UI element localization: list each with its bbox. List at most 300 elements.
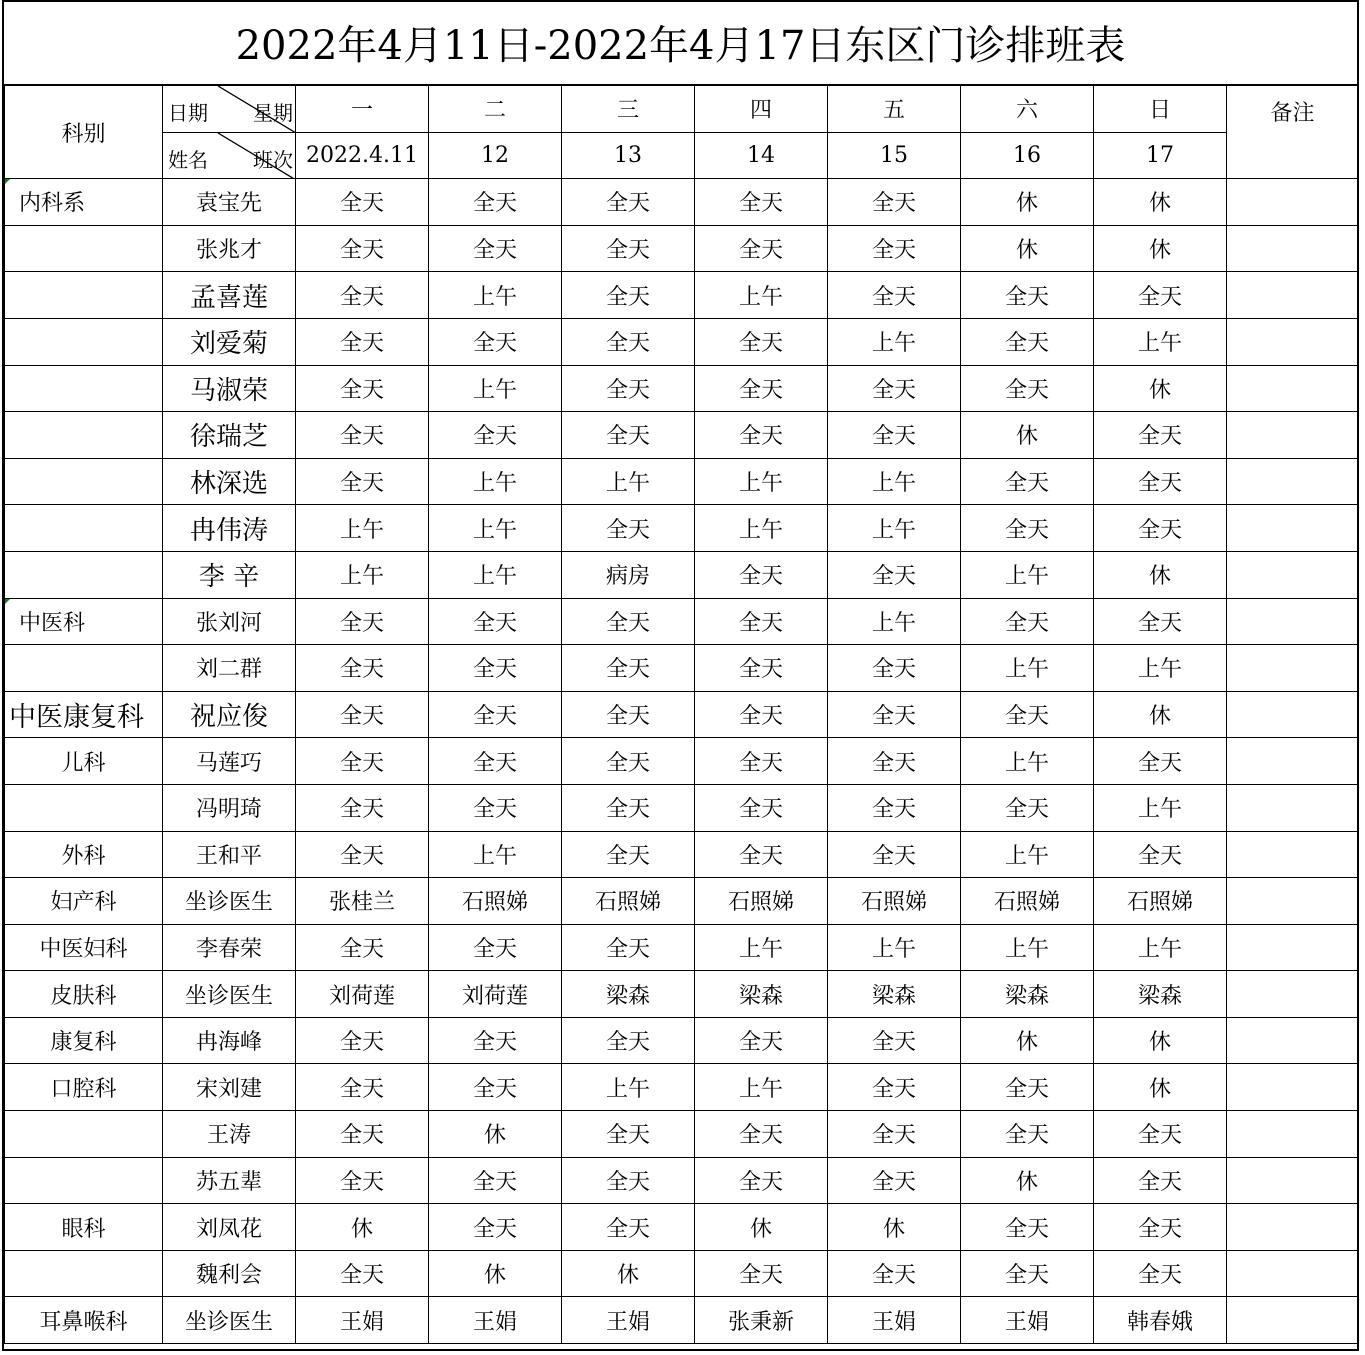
dept-cell	[5, 505, 163, 552]
date-header: 2022.4.11	[296, 132, 429, 179]
shift-cell: 梁森	[562, 971, 695, 1018]
shift-cell: 全天	[429, 1017, 562, 1064]
dept-cell	[5, 738, 163, 785]
table-row	[5, 1111, 1359, 1158]
corner-top	[163, 86, 296, 133]
doctor-name-cell: 马淑荣	[163, 365, 296, 412]
shift-cell: 全天	[828, 1017, 961, 1064]
shift-cell: 上午	[695, 1064, 828, 1111]
shift-cell: 全天	[828, 831, 961, 878]
doctor-name-cell: 林深选	[163, 458, 296, 505]
shift-cell: 全天	[695, 784, 828, 831]
weekday-header: 三	[562, 86, 695, 133]
shift-cell: 全天	[1094, 458, 1227, 505]
table-row	[5, 412, 1359, 459]
dept-cell	[5, 924, 163, 971]
shift-cell: 梁森	[828, 971, 961, 1018]
table-row	[5, 179, 1359, 226]
remarks-cell	[1227, 318, 1359, 365]
remarks-cell	[1227, 971, 1359, 1018]
remarks-cell	[1227, 1204, 1359, 1251]
shift-cell: 全天	[828, 1064, 961, 1111]
shift-cell: 休	[961, 179, 1094, 226]
corner-date-label: 日期	[168, 101, 208, 125]
weekday-header: 五	[828, 86, 961, 133]
doctor-name-cell: 李春荣	[163, 924, 296, 971]
shift-cell: 全天	[961, 598, 1094, 645]
shift-cell: 休	[1094, 551, 1227, 598]
shift-cell: 王娟	[828, 1297, 961, 1344]
dept-cell	[5, 691, 163, 738]
shift-cell: 全天	[961, 691, 1094, 738]
dept-label: 外科	[61, 843, 106, 869]
remarks-cell	[1227, 458, 1359, 505]
dept-label: 皮肤科	[50, 983, 117, 1009]
remarks-cell	[1227, 1157, 1359, 1204]
table-row	[5, 1297, 1359, 1344]
shift-cell: 上午	[429, 365, 562, 412]
shift-cell: 全天	[695, 318, 828, 365]
shift-cell: 全天	[562, 225, 695, 272]
shift-cell: 全天	[695, 598, 828, 645]
doctor-name-cell: 坐诊医生	[163, 1297, 296, 1344]
shift-cell: 全天	[429, 1064, 562, 1111]
corner-weekday-label: 星期	[253, 101, 293, 125]
shift-cell: 全天	[296, 784, 429, 831]
dept-cell	[5, 179, 163, 226]
shift-cell: 石照娣	[562, 878, 695, 925]
shift-cell: 梁森	[1094, 971, 1227, 1018]
shift-cell: 全天	[296, 272, 429, 319]
weekday-header: 六	[961, 86, 1094, 133]
table-row	[5, 645, 1359, 692]
remarks-cell	[1227, 272, 1359, 319]
doctor-name-cell: 李 辛	[163, 551, 296, 598]
shift-cell: 全天	[828, 645, 961, 692]
shift-cell: 上午	[1094, 924, 1227, 971]
shift-cell: 全天	[296, 225, 429, 272]
shift-cell: 全天	[1094, 505, 1227, 552]
shift-cell: 全天	[695, 691, 828, 738]
dept-cell	[5, 645, 163, 692]
schedule-body	[5, 179, 1359, 1344]
remarks-cell	[1227, 598, 1359, 645]
shift-cell: 全天	[961, 505, 1094, 552]
shift-cell: 全天	[429, 691, 562, 738]
weekday-header: 一	[296, 86, 429, 133]
dept-label: 中医妇科	[39, 936, 128, 962]
shift-cell: 上午	[961, 738, 1094, 785]
shift-cell: 全天	[1094, 1157, 1227, 1204]
remarks-header: 备注	[1227, 86, 1359, 179]
remarks-cell	[1227, 1250, 1359, 1297]
weekday-header: 二	[429, 86, 562, 133]
shift-cell: 上午	[828, 505, 961, 552]
shift-cell: 全天	[695, 645, 828, 692]
dept-cell	[5, 598, 163, 645]
shift-cell: 全天	[296, 645, 429, 692]
shift-cell: 全天	[296, 1017, 429, 1064]
shift-cell: 全天	[429, 412, 562, 459]
table-row	[5, 1064, 1359, 1111]
dept-cell	[5, 1250, 163, 1297]
doctor-name-cell: 刘二群	[163, 645, 296, 692]
dept-label: 口腔科	[50, 1076, 117, 1102]
shift-cell: 上午	[961, 551, 1094, 598]
shift-cell: 上午	[828, 318, 961, 365]
table-row	[5, 551, 1359, 598]
shift-cell: 全天	[562, 179, 695, 226]
shift-cell: 休	[1094, 1017, 1227, 1064]
shift-cell: 全天	[828, 1250, 961, 1297]
date-header: 12	[429, 132, 562, 179]
dept-cell	[5, 1111, 163, 1158]
dept-label: 中医科	[19, 610, 86, 636]
doctor-name-cell: 宋刘建	[163, 1064, 296, 1111]
shift-cell: 全天	[1094, 1204, 1227, 1251]
shift-cell: 上午	[429, 551, 562, 598]
shift-cell: 上午	[562, 458, 695, 505]
table-row	[5, 318, 1359, 365]
shift-cell: 全天	[961, 365, 1094, 412]
shift-cell: 张桂兰	[296, 878, 429, 925]
shift-cell: 全天	[695, 738, 828, 785]
remarks-cell	[1227, 645, 1359, 692]
dept-cell	[5, 878, 163, 925]
remarks-cell	[1227, 784, 1359, 831]
shift-cell: 休	[1094, 225, 1227, 272]
remarks-cell	[1227, 691, 1359, 738]
table-row	[5, 971, 1359, 1018]
table-row	[5, 458, 1359, 505]
header-row-dates	[5, 132, 1359, 179]
shift-cell: 上午	[695, 458, 828, 505]
table-row	[5, 1017, 1359, 1064]
shift-cell: 全天	[296, 318, 429, 365]
shift-cell: 全天	[828, 1157, 961, 1204]
shift-cell: 王娟	[961, 1297, 1094, 1344]
shift-cell: 全天	[1094, 831, 1227, 878]
shift-cell: 全天	[562, 645, 695, 692]
shift-cell: 全天	[961, 784, 1094, 831]
shift-cell: 全天	[961, 318, 1094, 365]
shift-cell: 全天	[828, 179, 961, 226]
shift-cell: 上午	[961, 831, 1094, 878]
shift-cell: 全天	[562, 318, 695, 365]
shift-cell: 上午	[961, 645, 1094, 692]
doctor-name-cell: 孟喜莲	[163, 272, 296, 319]
shift-cell: 休	[1094, 365, 1227, 412]
doctor-name-cell: 苏五辈	[163, 1157, 296, 1204]
shift-cell: 上午	[1094, 318, 1227, 365]
shift-cell: 全天	[296, 1064, 429, 1111]
shift-cell: 全天	[695, 179, 828, 226]
shift-cell: 全天	[828, 225, 961, 272]
weekday-header: 四	[695, 86, 828, 133]
shift-cell: 全天	[828, 272, 961, 319]
shift-cell: 全天	[828, 365, 961, 412]
shift-cell: 全天	[695, 1250, 828, 1297]
dept-cell	[5, 365, 163, 412]
shift-cell: 全天	[429, 318, 562, 365]
doctor-name-cell: 坐诊医生	[163, 878, 296, 925]
shift-cell: 全天	[1094, 1250, 1227, 1297]
shift-cell: 上午	[961, 924, 1094, 971]
remarks-cell	[1227, 1297, 1359, 1344]
doctor-name-cell: 冉海峰	[163, 1017, 296, 1064]
remarks-cell	[1227, 412, 1359, 459]
dept-cell	[5, 1017, 163, 1064]
shift-cell: 全天	[296, 179, 429, 226]
doctor-name-cell: 坐诊医生	[163, 971, 296, 1018]
shift-cell: 全天	[429, 738, 562, 785]
table-row	[5, 598, 1359, 645]
shift-cell: 全天	[562, 691, 695, 738]
shift-cell: 全天	[562, 784, 695, 831]
shift-cell: 全天	[562, 365, 695, 412]
shift-cell: 上午	[1094, 784, 1227, 831]
shift-cell: 上午	[429, 831, 562, 878]
table-row	[5, 878, 1359, 925]
dept-label: 康复科	[50, 1030, 117, 1056]
dept-cell	[5, 1064, 163, 1111]
shift-cell: 全天	[695, 1017, 828, 1064]
remarks-cell	[1227, 738, 1359, 785]
doctor-name-cell: 刘凤花	[163, 1204, 296, 1251]
dept-label: 耳鼻喉科	[39, 1309, 128, 1335]
date-header: 15	[828, 132, 961, 179]
shift-cell: 全天	[695, 551, 828, 598]
remarks-cell	[1227, 924, 1359, 971]
shift-cell: 上午	[429, 272, 562, 319]
doctor-name-cell: 袁宝先	[163, 179, 296, 226]
shift-cell: 石照娣	[961, 878, 1094, 925]
doctor-name-cell: 刘爱菊	[163, 318, 296, 365]
doctor-name-cell: 张刘河	[163, 598, 296, 645]
shift-cell: 全天	[562, 412, 695, 459]
table-row	[5, 924, 1359, 971]
shift-cell: 全天	[429, 784, 562, 831]
shift-cell: 全天	[429, 1157, 562, 1204]
corner-shift-label: 班次	[253, 147, 293, 172]
shift-cell: 全天	[296, 1157, 429, 1204]
shift-cell: 上午	[828, 458, 961, 505]
dept-cell	[5, 1204, 163, 1251]
dept-label: 内科系	[19, 191, 86, 217]
shift-cell: 全天	[562, 831, 695, 878]
shift-cell: 上午	[296, 551, 429, 598]
shift-cell: 上午	[296, 505, 429, 552]
shift-cell: 全天	[828, 691, 961, 738]
shift-cell: 全天	[1094, 598, 1227, 645]
cell-note-marker	[5, 179, 10, 184]
shift-cell: 全天	[562, 1111, 695, 1158]
shift-cell: 全天	[429, 645, 562, 692]
shift-cell: 全天	[296, 924, 429, 971]
shift-cell: 全天	[296, 598, 429, 645]
shift-cell: 全天	[429, 179, 562, 226]
shift-cell: 全天	[695, 831, 828, 878]
dept-label: 儿科	[61, 750, 106, 776]
shift-cell: 全天	[961, 458, 1094, 505]
shift-cell: 全天	[429, 1204, 562, 1251]
shift-cell: 全天	[961, 272, 1094, 319]
shift-cell: 休	[1094, 1064, 1227, 1111]
shift-cell: 全天	[961, 1204, 1094, 1251]
remarks-cell	[1227, 1111, 1359, 1158]
weekday-header: 日	[1094, 86, 1227, 133]
dept-cell	[5, 458, 163, 505]
shift-cell: 全天	[562, 598, 695, 645]
table-row	[5, 365, 1359, 412]
shift-cell: 全天	[562, 738, 695, 785]
shift-cell: 韩春娥	[1094, 1297, 1227, 1344]
shift-cell: 全天	[296, 412, 429, 459]
dept-cell	[5, 318, 163, 365]
shift-cell: 全天	[695, 225, 828, 272]
date-header: 16	[961, 132, 1094, 179]
shift-cell: 石照娣	[828, 878, 961, 925]
shift-cell: 全天	[695, 365, 828, 412]
doctor-name-cell: 王和平	[163, 831, 296, 878]
shift-cell: 休	[961, 1017, 1094, 1064]
remarks-cell	[1227, 831, 1359, 878]
shift-cell: 休	[429, 1250, 562, 1297]
remarks-cell	[1227, 878, 1359, 925]
header-row-weekdays	[5, 86, 1359, 133]
page-title: 2022年4月11日-2022年4月17日东区门诊排班表	[2, 0, 1359, 86]
shift-cell: 梁森	[695, 971, 828, 1018]
date-header: 17	[1094, 132, 1227, 179]
cell-note-marker	[5, 599, 10, 604]
remarks-cell	[1227, 1017, 1359, 1064]
shift-cell: 王娟	[296, 1297, 429, 1344]
shift-cell: 石照娣	[695, 878, 828, 925]
shift-cell: 全天	[562, 1017, 695, 1064]
remarks-cell	[1227, 551, 1359, 598]
shift-cell: 休	[961, 225, 1094, 272]
schedule-table	[4, 85, 1359, 1344]
shift-cell: 上午	[828, 924, 961, 971]
shift-cell: 梁森	[961, 971, 1094, 1018]
remarks-cell	[1227, 179, 1359, 226]
shift-cell: 全天	[695, 412, 828, 459]
shift-cell: 石照娣	[1094, 878, 1227, 925]
shift-cell: 全天	[695, 1157, 828, 1204]
shift-cell: 全天	[828, 551, 961, 598]
shift-cell: 石照娣	[429, 878, 562, 925]
shift-cell: 全天	[562, 1157, 695, 1204]
dept-cell	[5, 412, 163, 459]
table-row	[5, 831, 1359, 878]
shift-cell: 全天	[562, 924, 695, 971]
shift-cell: 全天	[1094, 272, 1227, 319]
table-row	[5, 1157, 1359, 1204]
shift-cell: 刘荷莲	[296, 971, 429, 1018]
shift-cell: 上午	[695, 924, 828, 971]
shift-cell: 休	[562, 1250, 695, 1297]
shift-cell: 全天	[828, 412, 961, 459]
shift-cell: 休	[1094, 179, 1227, 226]
dept-cell	[5, 784, 163, 831]
table-row	[5, 1204, 1359, 1251]
table-row	[5, 272, 1359, 319]
shift-cell: 上午	[828, 598, 961, 645]
shift-cell: 全天	[562, 505, 695, 552]
shift-cell: 上午	[429, 458, 562, 505]
shift-cell: 全天	[695, 1111, 828, 1158]
shift-cell: 王娟	[562, 1297, 695, 1344]
shift-cell: 全天	[296, 365, 429, 412]
table-row	[5, 784, 1359, 831]
dept-label: 中医康复科	[9, 702, 144, 734]
date-header: 13	[562, 132, 695, 179]
shift-cell: 休	[429, 1111, 562, 1158]
doctor-name-cell: 徐瑞芝	[163, 412, 296, 459]
corner-bottom	[163, 132, 296, 179]
doctor-name-cell: 王涛	[163, 1111, 296, 1158]
dept-cell	[5, 971, 163, 1018]
shift-cell: 张秉新	[695, 1297, 828, 1344]
corner-name-label: 姓名	[168, 147, 208, 172]
dept-cell	[5, 1297, 163, 1344]
table-row	[5, 505, 1359, 552]
shift-cell: 全天	[1094, 412, 1227, 459]
shift-cell: 上午	[695, 505, 828, 552]
remarks-cell	[1227, 365, 1359, 412]
shift-cell: 休	[961, 412, 1094, 459]
shift-cell: 全天	[296, 1111, 429, 1158]
table-row	[5, 691, 1359, 738]
shift-cell: 休	[1094, 691, 1227, 738]
shift-cell: 全天	[562, 272, 695, 319]
doctor-name-cell: 冯明琦	[163, 784, 296, 831]
doctor-name-cell: 冉伟涛	[163, 505, 296, 552]
shift-cell: 刘荷莲	[429, 971, 562, 1018]
shift-cell: 全天	[1094, 1111, 1227, 1158]
dept-cell	[5, 272, 163, 319]
shift-cell: 全天	[296, 1250, 429, 1297]
shift-cell: 上午	[1094, 645, 1227, 692]
dept-cell	[5, 1157, 163, 1204]
table-row	[5, 738, 1359, 785]
dept-label: 眼科	[61, 1216, 106, 1242]
shift-cell: 上午	[429, 505, 562, 552]
shift-cell: 休	[296, 1204, 429, 1251]
dept-cell	[5, 831, 163, 878]
shift-cell: 休	[695, 1204, 828, 1251]
shift-cell: 全天	[429, 924, 562, 971]
remarks-cell	[1227, 1064, 1359, 1111]
shift-cell: 全天	[429, 598, 562, 645]
shift-cell: 王娟	[429, 1297, 562, 1344]
date-header: 14	[695, 132, 828, 179]
shift-cell: 休	[828, 1204, 961, 1251]
shift-cell: 休	[961, 1157, 1094, 1204]
shift-cell: 全天	[828, 784, 961, 831]
shift-cell: 全天	[961, 1250, 1094, 1297]
remarks-cell	[1227, 225, 1359, 272]
shift-cell: 全天	[961, 1111, 1094, 1158]
shift-cell: 全天	[429, 225, 562, 272]
doctor-name-cell: 张兆才	[163, 225, 296, 272]
shift-cell: 全天	[828, 738, 961, 785]
shift-cell: 全天	[296, 738, 429, 785]
shift-cell: 全天	[296, 691, 429, 738]
shift-cell: 病房	[562, 551, 695, 598]
dept-label: 妇产科	[50, 890, 117, 916]
dept-cell	[5, 225, 163, 272]
